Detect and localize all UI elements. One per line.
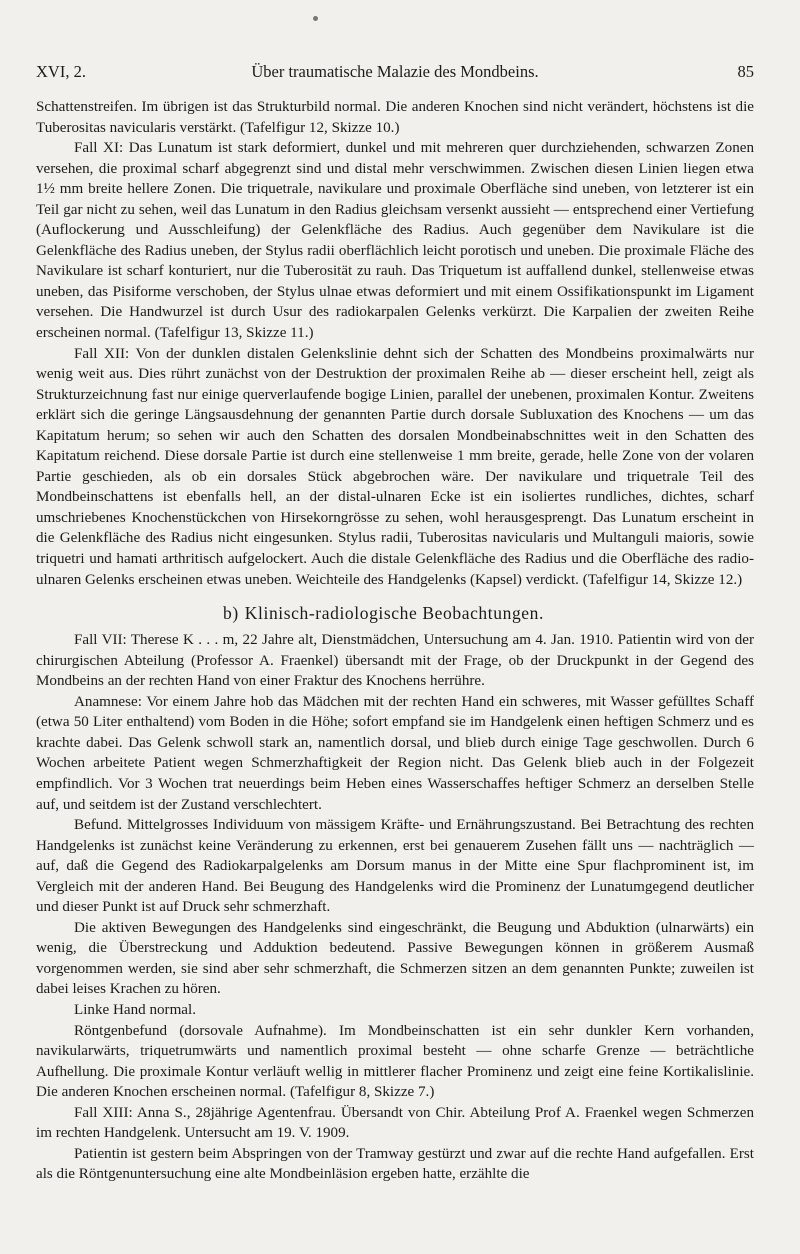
paragraph-befund: Befund. Mittelgrosses Individuum von mässigem Kräfte- und Ernährungszustand. Bei Betrachtung des rechten Handgelenks ist zunächst keine Veränderung zu erkennen, erst bei genauerem Zusehen fällt uns — nachträglich — auf, daß die Gegend des Radiokarpalgelenks am Dorsum manus in der Mitte eine Spur flachprominent ist, im Vergleich mit der anderen Hand. Bei Beugung des Handgelenks wird die Prominenz der Lunatumgegend deutlicher und dieser Punkt ist auf Druck sehr schmerzhaft. [36,817,754,916]
page-number: 85 [737,62,754,81]
page-body [36,97,754,1185]
section-heading [223,602,754,624]
paragraph-anamnese: Anamnese: Vor einem Jahre hob das Mädchen mit der rechten Hand ein schweres, mit Wasser gefülltes Schaff (etwa 50 Liter enthaltend) vom Boden in die Höhe; sofort empfand sie im Handgelenk einen heftigen Schmerz und es krachte dabei. Das Gelenk schwoll stark an, namentlich dorsal, und blieb durch einige Tage geschwollen. Durch 6 Wochen arbeitete Patient wegen Schmerzhaftigkeit der Region nicht. Das Gelenk blieb auch in der Folgezeit empfindlich. Vor 3 Wochen trat neuerdings beim Heben eines Wasserschaffes heftiger Schmerz an derselben Stelle auf, und seitdem ist der Zustand verschlechtert. [36,693,754,813]
paragraph-fall-xiii: Fall XIII: Anna S., 28jährige Agentenfrau. Übersandt von Chir. Abteilung Prof A. Fraenkel wegen Schmerzen im rechten Handgelenk. Untersucht am 19. V. 1909. [36,1104,754,1142]
paragraph-roentgenbefund: Röntgenbefund (dorsovale Aufnahme). Im Mondbeinschatten ist ein sehr dunkler Kern vorhanden, navikularwärts, triquetrumwärts und namentlich proximal besteht — ohne scharfe Grenze — beträchtliche Aufhellung. Die proximale Kontur verläuft wellig in mittlerer flacher Prominenz und zeigt eine feine Kortikalislinie. Die anderen Knochen erscheinen normal. (Tafelfigur 8, Skizze 7.) [36,1022,754,1101]
volume-label: XVI, 2. [36,62,86,81]
section-title: Klinisch-radiologische Beobachtungen. [244,603,544,624]
paragraph: Schattenstreifen. Im übrigen ist das Strukturbild normal. Die anderen Knochen sind nicht verändert, höchstens ist die Tuberositas navicularis verstärkt. (Tafelfigur 12, Skizze 10.) [36,99,754,136]
paragraph-bewegungen: Die aktiven Bewegungen des Handgelenks sind eingeschränkt, die Beugung und Abduktion (ulnarwärts) ein wenig, die Überstreckung und Adduktion bedeutend. Passive Bewegungen können in größerem Ausmaß vorgenommen werden, sie sind aber sehr schmerzhaft, die Schmerzen sitzen an dem genannten Punkte; zuweilen ist dabei leises Krachen zu hören. [36,919,754,998]
paragraph-linke-hand: Linke Hand normal. [74,1001,196,1018]
print-speck [313,16,318,21]
running-title: Über traumatische Malazie des Mondbeins. [251,62,539,81]
running-header [36,62,754,86]
paragraph-fall-xi: Fall XI: Das Lunatum ist stark deformiert, dunkel und mit mehreren quer durchziehenden, schwarzen Zonen versehen, die proximal scharf abgegrenzt sind und distal mehr verschwimmen. Zwischen diesen Linien liegen etwa 1½ mm breite hellere Zonen. Die triquetrale, navikulare und proximale Oberfläche sind uneben, von letzterer ist ein Teil gar nicht zu sehen, weil das Lunatum in den Radius gleichsam versenkt aussieht — entsprechend einer Vertiefung (Auflockerung und Ausschleifung) der Gelenkfläche des Radius. Auch gegenüber dem Navikulare ist die Gelenkfläche des Radius uneben, der Stylus radii oberflächlich leicht porotisch und uneben. Die proximale Fläche des Navikulare ist scharf konturiert, nur die Tuberosität zu rauh. Das Triquetum ist auffallend dunkel, stellenweise etwas uneben, das Pisiforme verschoben, der Stylus ulnae etwas deformiert und mit einem Ossifikationspunkt im Ligament versehen. Die Handwurzel ist durch Usur des radiokarpalen Gelenks verkürzt. Die Karpalien der zweiten Reihe erscheinen normal. (Tafelfigur 13, Skizze 11.) [36,140,754,342]
paragraph-patientin: Patientin ist gestern beim Abspringen von der Tramway gestürzt und zwar auf die rechte Hand aufgefallen. Erst als die Röntgenuntersuchung eine alte Mondbeinläsion ergeben hatte, erzählte die [36,1145,754,1183]
paragraph-fall-vii: Fall VII: Therese K . . . m, 22 Jahre alt, Dienstmädchen, Untersuchung am 4. Jan. 1910. Patientin wird von der chirurgischen Abteilung (Professor A. Fraenkel) übersandt mit der Frage, ob der Druckpunkt in der Gegend des Mondbeins an der rechten Hand von einer Fraktur des Knochens herrühre. [36,632,754,690]
paragraph-fall-xii: Fall XII: Von der dunklen distalen Gelenkslinie dehnt sich der Schatten des Mondbeins proximalwärts nur wenig weit aus. Dies rührt zunächst von der Destruktion der proximalen Reihe ab — dieser erscheint hell, zeigt als Strukturzeichnung fast nur einige querverlaufende bogige Linien, parallel der unebenen, proximalen Kontur. Zweitens erklärt sich die geringe Längsausdehnung der genannten Partie durch dorsale Subluxation des Knochens — um das Kapitatum herum; so sehen wir auch den Schatten des dorsalen Mondbeinabschnittes weit in den Schatten des Kapitatum reichend. Diese dorsale Partie ist durch eine stellenweise 1 mm breite, gerade, helle Zone von der volaren Partie geschieden, als ob ein dorsales Stück abgebrochen wäre. Der navikulare und triquetrale Teil des Mondbeinschattens ist ebenfalls hell, an der distal-ulnaren Ecke ist ein isoliertes rundliches, dichtes, scharf umschriebenes Knochenstückchen von Hirsekorngrösse zu sehen, wohl herausgesprengt. Das Lunatum erscheint in die Gelenkfläche des Radius nicht eingesunken. Stylus radii, Tuberositas navicularis und Multanguli maioris, sowie triquetri und hamati arthritisch aufgelockert. Auch die distale Gelenkfläche des Radius und die Oberfläche des radio-ulnaren Gelenks erscheinen etwas uneben. Weichteile des Handgelenks (Kapsel) verdickt. (Tafelfigur 14, Skizze 12.) [36,345,754,588]
section-letter: b) [223,603,239,624]
